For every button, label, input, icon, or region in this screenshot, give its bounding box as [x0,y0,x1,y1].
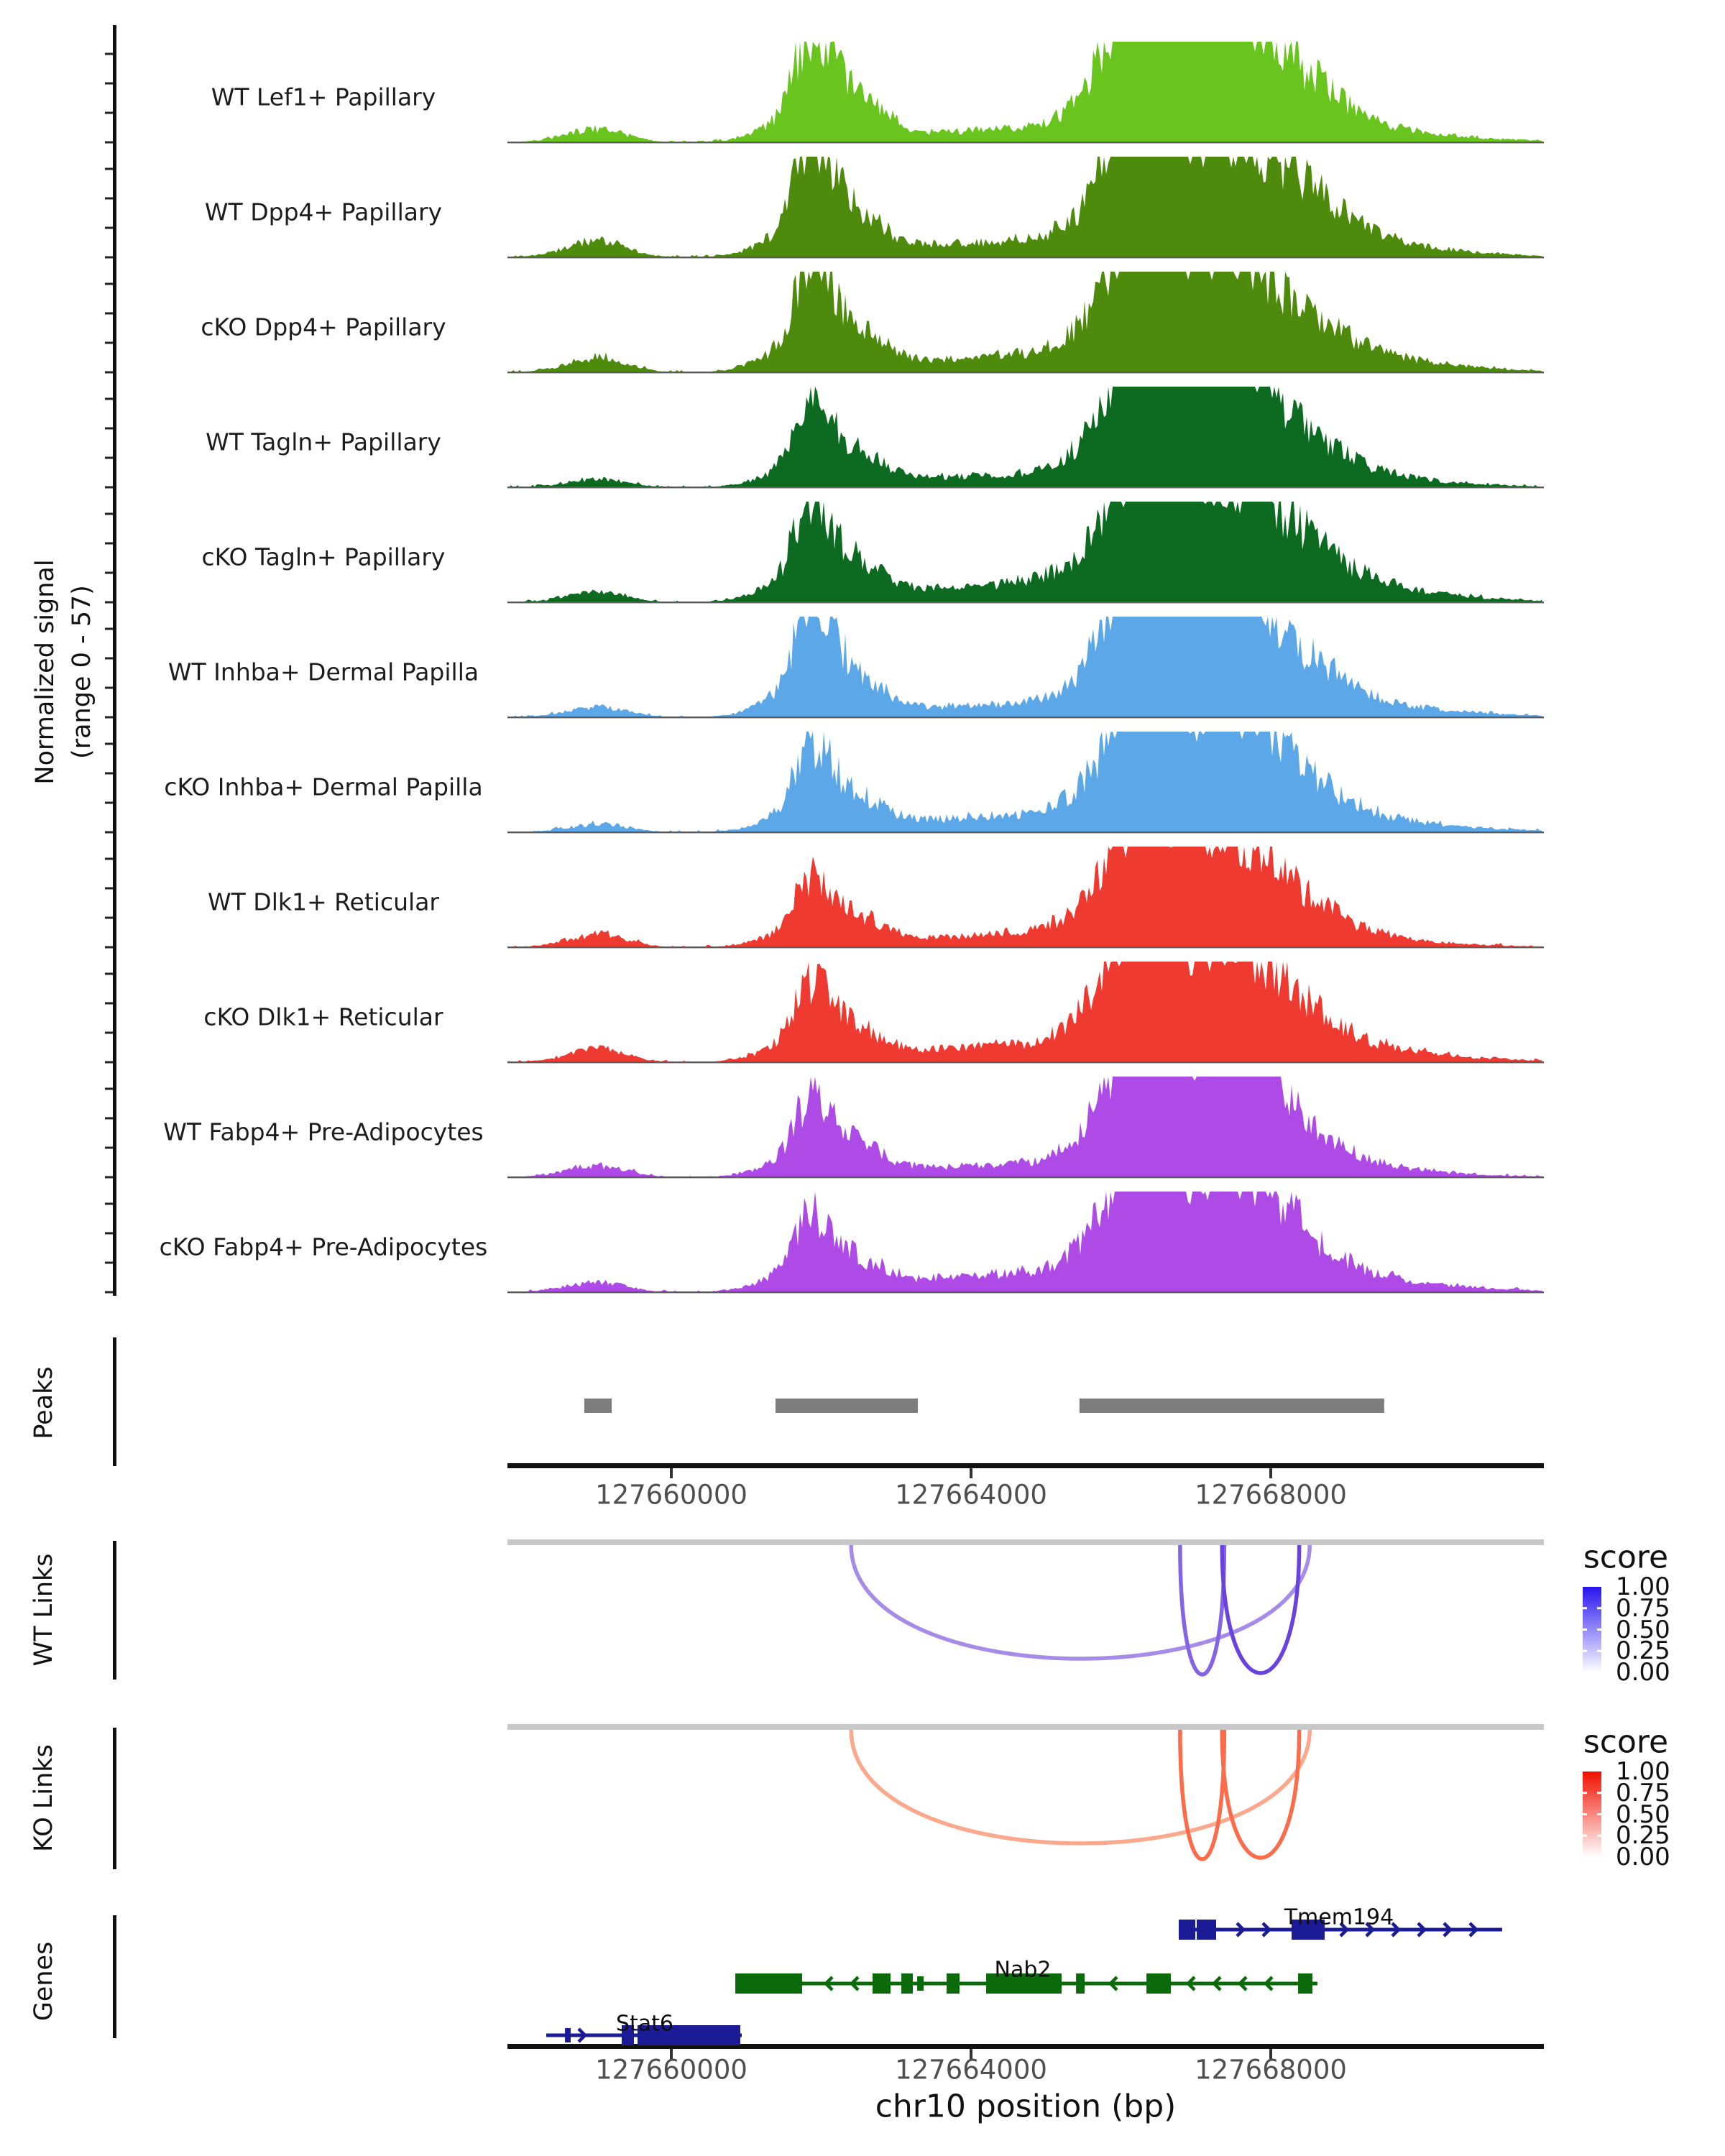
colorbar-notch [1597,1835,1601,1837]
track-baseline-7 [507,946,1544,948]
track-label-7: WT Dlk1+ Reticular [208,888,439,916]
wt-legend-tick-3: 0.25 [1616,1636,1670,1666]
ko-legend-tick-4: 0.00 [1616,1843,1670,1871]
peaks-axis-line [113,1337,116,1466]
track-label-9: WT Fabp4+ Pre-Adipocytes [163,1118,484,1146]
colorbar-notch [1583,1813,1587,1815]
signal-y-axis-line [113,25,116,1296]
track-baseline-6 [507,831,1544,833]
track-label-4: cKO Tagln+ Papillary [201,543,446,571]
section-label-peaks: Peaks [29,1366,58,1439]
track-baseline-4 [507,602,1544,603]
track-baseline-10 [507,1291,1544,1293]
ko-links-top-bar [507,1724,1544,1730]
track-baseline-2 [507,372,1544,373]
gene-label-Stat6: Stat6 [615,2011,674,2037]
colorbar-notch [1583,1628,1587,1631]
track-label-2: cKO Dpp4+ Papillary [201,313,446,341]
signal-track-area-4 [509,502,1542,602]
ko-legend-tick-0: 1.00 [1616,1757,1670,1786]
wt-links-top-bar [507,1539,1544,1545]
y-axis-label-line1: Normalized signal [31,559,60,785]
track-label-1: WT Dpp4+ Papillary [204,198,443,226]
signal-track-area-7 [509,847,1542,947]
signal-track-area-1 [509,157,1542,257]
wt-legend-tick-4: 0.00 [1616,1658,1670,1687]
track-baseline-1 [507,257,1544,258]
x-axis-title: chr10 position (bp) [875,2088,1177,2125]
colorbar-notch [1583,1607,1587,1609]
track-label-3: WT Tagln+ Papillary [206,428,441,456]
track-baseline-8 [507,1061,1544,1063]
genes-axis-line [113,1915,116,2038]
genomic-axis-tick [1269,1468,1272,1478]
signal-track-area-5 [509,617,1542,717]
colorbar-notch [1583,1650,1587,1652]
colorbar-notch [1583,1835,1587,1837]
ko-link-arc-1 [1180,1730,1225,1859]
colorbar-notch [1597,1628,1601,1631]
track-label-10: cKO Fabp4+ Pre-Adipocytes [159,1233,488,1261]
axis-tick-label-0-2: 127668000 [1195,1479,1347,1511]
genomic-axis-tick [670,1468,673,1478]
signal-track-area-6 [509,732,1542,832]
track-label-6: cKO Inhba+ Dermal Papilla [164,773,483,801]
axis-tick-label-0-0: 127660000 [595,1479,748,1511]
track-baseline-3 [507,487,1544,488]
gene-label-Nab2: Nab2 [994,1957,1052,1983]
peak-interval-1 [776,1399,918,1413]
track-baseline-5 [507,717,1544,718]
track-label-5: WT Inhba+ Dermal Papilla [167,658,479,686]
wt-links-legend-title: score [1583,1539,1669,1576]
wt-links-axis-line [113,1541,116,1680]
wt-link-arc-0 [851,1545,1310,1659]
genomic-axis-line-0 [507,1463,1544,1468]
ko-links-axis-line [113,1728,116,1869]
colorbar-notch [1597,1607,1601,1609]
wt-link-arc-2 [1222,1545,1299,1673]
ko-legend-tick-1: 0.75 [1616,1778,1670,1807]
colorbar-notch [1583,1792,1587,1794]
axis-tick-label-1-1: 127664000 [895,2054,1047,2086]
section-label-genes: Genes [29,1941,58,2022]
peak-interval-2 [1080,1399,1384,1413]
ko-link-arc-0 [851,1730,1310,1843]
signal-track-area-8 [509,962,1542,1062]
axis-tick-label-0-1: 127664000 [895,1479,1047,1511]
signal-track-area-0 [509,42,1542,142]
wt-legend-tick-0: 1.00 [1616,1572,1670,1601]
ko-legend-tick-2: 0.50 [1616,1800,1670,1829]
gene-label-Tmem194: Tmem194 [1284,1904,1394,1930]
wt-legend-tick-2: 0.50 [1616,1615,1670,1644]
wt-legend-tick-1: 0.75 [1616,1593,1670,1623]
track-baseline-9 [507,1176,1544,1178]
signal-track-area-10 [509,1192,1542,1292]
ko-legend-tick-3: 0.25 [1616,1821,1670,1851]
track-label-8: cKO Dlk1+ Reticular [203,1003,443,1031]
colorbar-notch [1597,1650,1601,1652]
track-label-0: WT Lef1+ Papillary [211,83,436,111]
ko-links-legend-title: score [1583,1723,1669,1761]
genomic-axis-tick [970,1468,972,1478]
ko-link-arc-2 [1222,1730,1299,1858]
axis-tick-label-1-2: 127668000 [1195,2054,1347,2086]
section-label-ko-links: KO Links [29,1744,58,1852]
axis-tick-label-1-0: 127660000 [595,2054,748,2086]
signal-track-area-2 [509,272,1542,372]
signal-track-area-3 [509,387,1542,487]
section-label-wt-links: WT Links [29,1553,58,1667]
colorbar-notch [1597,1813,1601,1815]
signal-track-area-9 [509,1077,1542,1177]
peak-interval-0 [584,1399,612,1413]
y-axis-label-line2: (range 0 - 57) [68,585,96,759]
wt-link-arc-1 [1180,1545,1225,1674]
track-baseline-0 [507,142,1544,143]
colorbar-notch [1597,1792,1601,1794]
